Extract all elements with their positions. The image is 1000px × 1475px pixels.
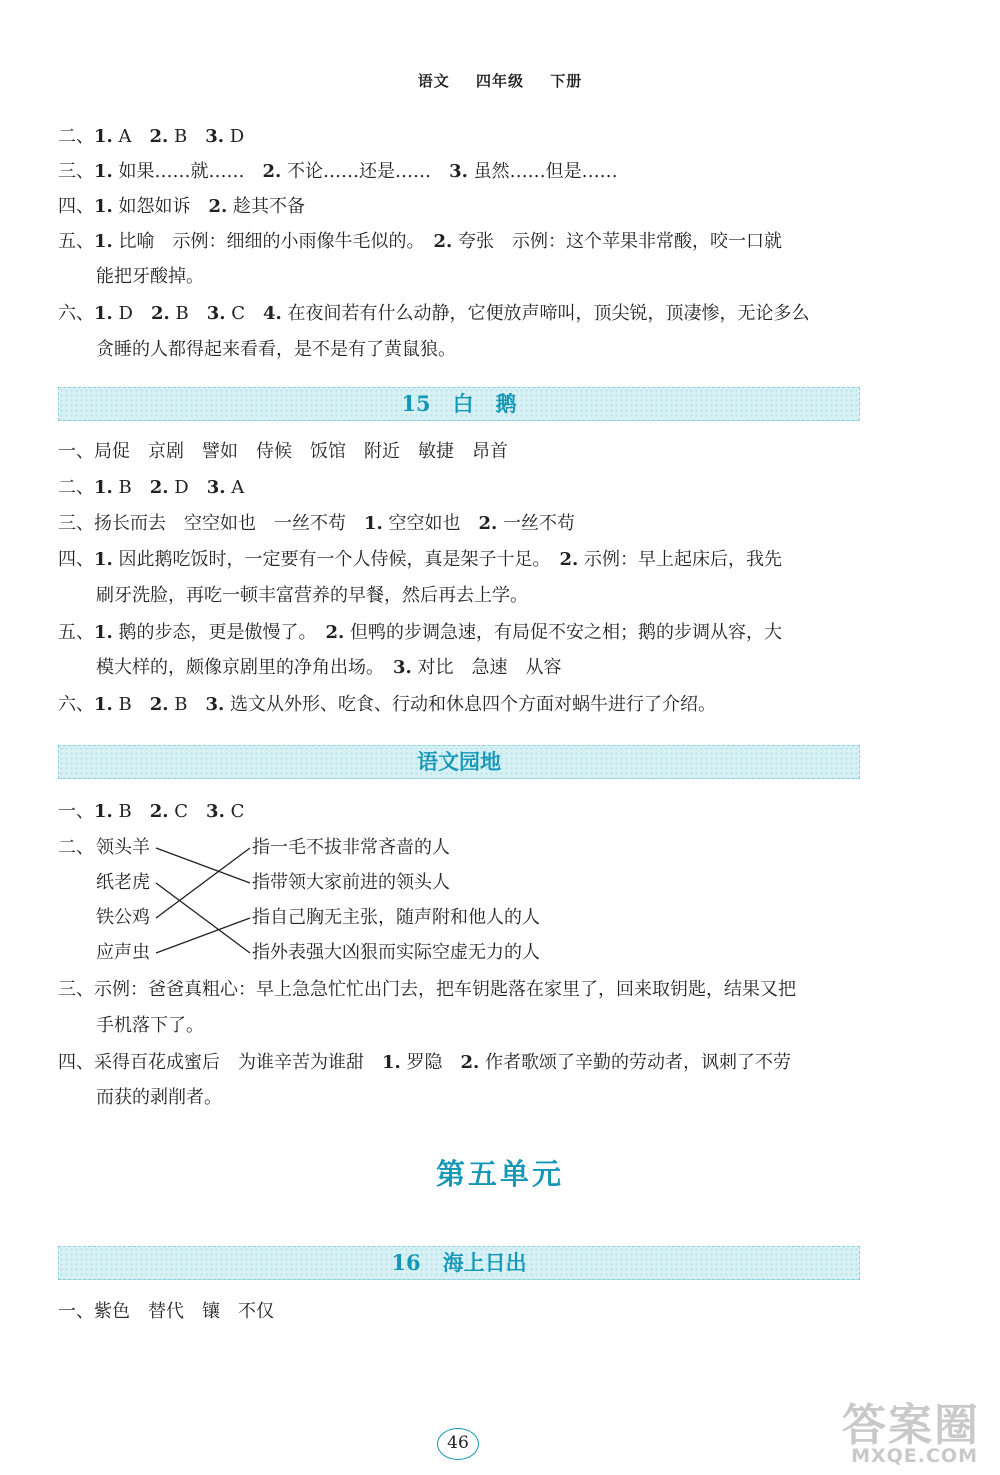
match-right-item: 指外表强大凶狠而实际空虚无力的人 [252,942,540,963]
answer-line: 一、局促 京剧 譬如 侍候 饭馆 附近 敏捷 昂首 [58,441,508,462]
lesson-number: 15 [401,391,431,416]
garden-title: 语文园地 [417,749,501,774]
lesson-title: 鹅 [495,391,517,416]
answer-line: 五、1. 鹅的步态，更是傲慢了。 2. 但鸭的步调急速，有局促不安之相；鹅的步调从容，大 [58,622,783,643]
answer-line-continued: 而获的剥削者。 [96,1087,222,1108]
page-number: 46 [437,1428,479,1460]
match-left-item: 铁公鸡 [96,907,150,928]
answer-line: 二、1. B 2. D 3. A [58,477,245,498]
answer-line: 六、1. D 2. B 3. C 4. 在夜间若有什么动静，它便放声啼叫，顶尖锐，顶凄惨，无论多么 [58,303,810,324]
answer-line: 三、示例：爸爸真粗心：早上急急忙忙出门去，把车钥匙落在家里了，回来取钥匙，结果又把 [58,979,796,1000]
lesson-title: 海上日出 [442,1250,527,1275]
match-left-item: 领头羊 [96,837,150,858]
header-volume: 下册 [550,72,583,90]
answer-line-continued: 模大样的，颇像京剧里的净角出场。 3. 对比 急速 从容 [96,657,562,678]
lesson-number: 16 [391,1250,421,1275]
match-line [156,848,250,918]
answer-line-continued: 贪睡的人都得起来看看，是不是有了黄鼠狼。 [96,339,456,360]
match-left-item: 纸老虎 [96,872,150,893]
watermark-bottom: MXQE.COM [851,1445,978,1467]
lesson-title: 白 [452,391,474,416]
answer-line: 四、采得百花成蜜后 为谁辛苦为谁甜 1. 罗隐 2. 作者歌颂了辛勤的劳动者，讽刺了不劳 [58,1052,792,1073]
answer-line: 五、1. 比喻 示例：细细的小雨像牛毛似的。 2. 夸张 示例：这个苹果非常酸，咬一口就 [58,231,783,252]
match-left-item: 应声虫 [96,942,150,963]
watermark-top: 答案圈 [842,1400,980,1451]
match-line [156,918,250,953]
answer-line: 一、紫色 替代 镶 不仅 [58,1301,274,1322]
answer-line: 三、扬长而去 空空如也 一丝不苟 1. 空空如也 2. 一丝不苟 [58,513,576,534]
answer-line: 一、1. B 2. C 3. C [58,801,245,822]
match-right-item: 指一毛不拔非常吝啬的人 [252,837,450,858]
match-right-item: 指带领大家前进的领头人 [252,872,450,893]
lesson-16-banner [58,1246,860,1280]
answer-line-continued: 能把牙酸掉。 [96,266,204,287]
match-line [156,848,250,883]
answer-line: 四、1. 如怨如诉 2. 趁其不备 [58,196,306,217]
answer-line: 六、1. B 2. B 3. 选文从外形、吃食、行动和休息四个方面对蜗牛进行了介绍。 [58,694,717,715]
answer-line: 二、1. A 2. B 3. D [58,126,245,147]
answer-line-continued: 手机落下了。 [96,1015,204,1036]
answer-line: 四、1. 因此鹅吃饭时，一定要有一个人侍候，真是架子十足。 2. 示例：早上起床后，我先 [58,549,783,570]
answer-line: 三、1. 如果……就…… 2. 不论……还是…… 3. 虽然……但是…… [58,161,618,182]
match-line [156,883,250,953]
watermark [838,1389,986,1467]
answer-line-continued: 刷牙洗脸，再吃一顿丰富营养的早餐，然后再去上学。 [96,585,528,606]
header-subject: 语文 [417,72,450,90]
match-right-item: 指自己胸无主张，随声附和他人的人 [252,907,540,928]
header-grade: 四年级 [475,72,524,90]
match-prefix: 二、 [58,837,94,858]
unit-title: 第五单元 [435,1157,564,1191]
